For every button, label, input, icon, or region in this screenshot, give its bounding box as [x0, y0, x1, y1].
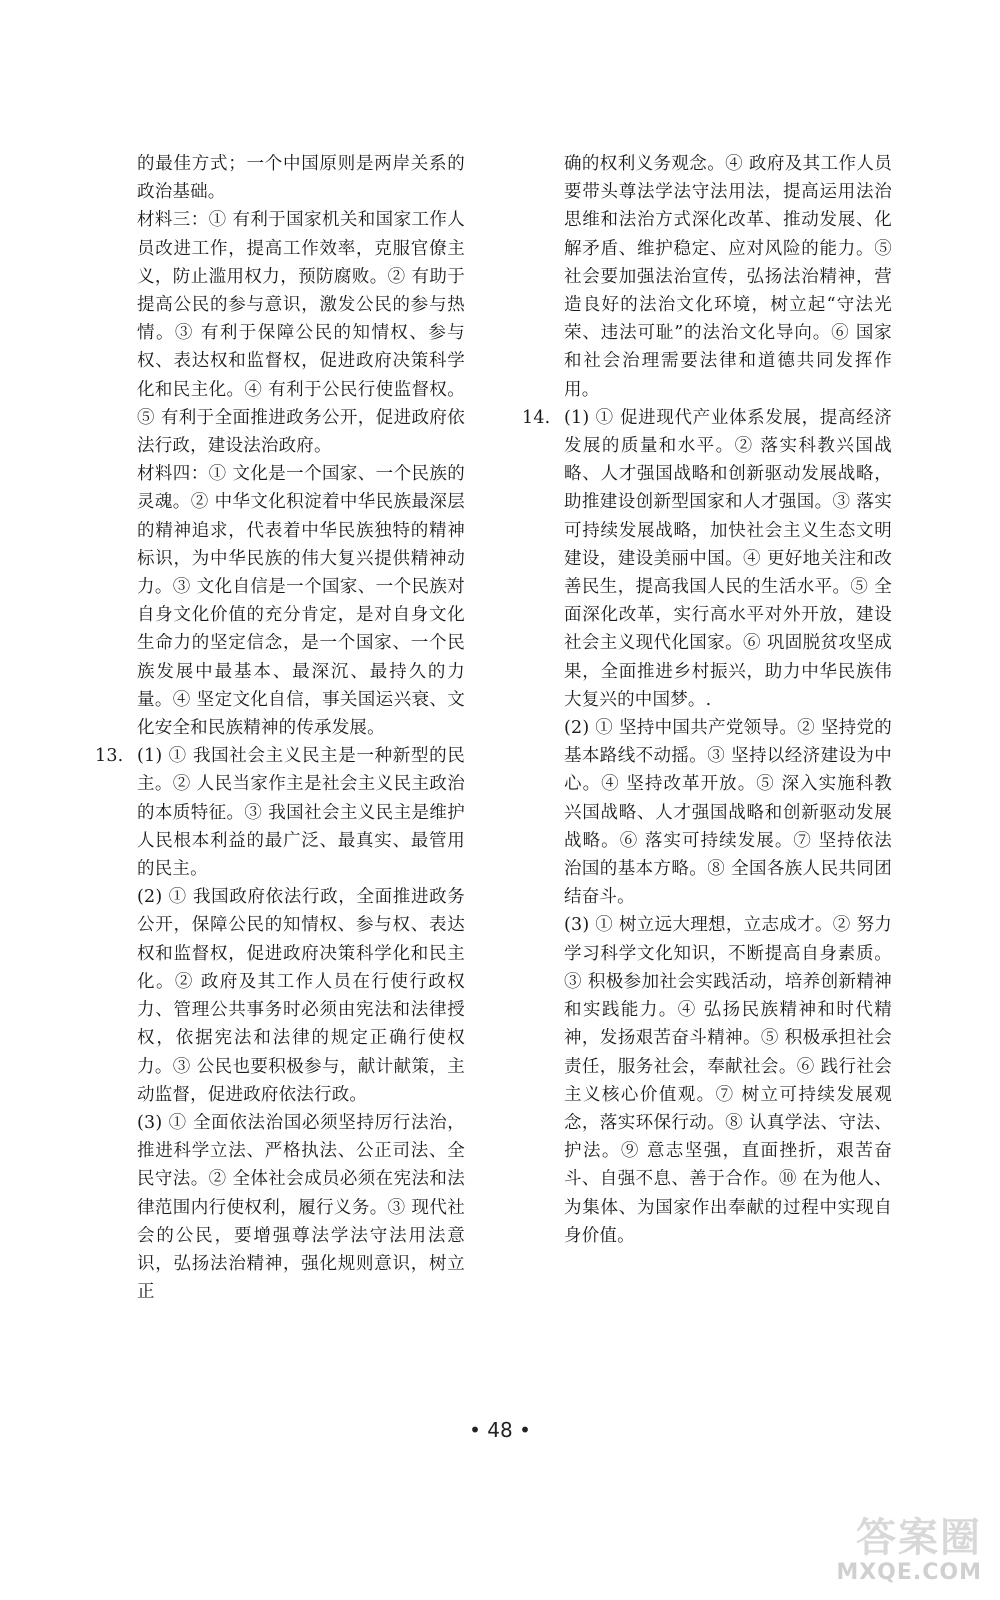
watermark: [822, 1506, 982, 1592]
question-14-part-2: [564, 714, 892, 911]
paragraph-text: (2) ① 坚持中国共产党领导。② 坚持党的基本路线不动摇。③ 坚持以经济建设为中心。④ 坚持改革开放。⑤ 深入实施科教兴国战略、人才强国战略和创新驱动发展战略。⑥ 落实可持续发展。⑦ 坚持依法治国的基本方略。⑧ 全国各族人民共同团结奋斗。: [564, 718, 892, 908]
paragraph-text: (1) ① 我国社会主义民主是一种新型的民主。② 人民当家作主是社会主义民主政治的本质特征。③ 我国社会主义民主是维护人民根本利益的最广泛、最真实、最管用的民主。: [137, 746, 465, 880]
paragraph-material-4: [137, 460, 465, 742]
paragraph-continuation: [137, 150, 465, 206]
question-13-part-1: [95, 742, 465, 883]
question-13-part-3: [137, 1109, 465, 1306]
question-number: 13.: [95, 746, 124, 767]
left-column: [95, 150, 465, 1306]
paragraph-text: (3) ① 树立远大理想，立志成才。② 努力学习科学文化知识，不断提高自身素质。③ 积极参加社会实践活动，培养创新精神和实践能力。④ 弘扬民族精神和时代精神，发扬艰苦奋斗精神。⑤ 积极承担社会责任，服务社会，奉献社会。⑥ 践行社会主义核心价值观。⑦ 树立可持续发展观念，落实环保行动。⑧ 认真学法、守法、护法。⑨ 意志坚强，直面挫折，艰苦奋斗、自强不息、善于合作。⑩ 在为他人、为集体、为国家作出奉献的过程中实现自身价值。: [564, 915, 892, 1246]
paragraph-text: 材料三：① 有利于国家机关和国家工作人员改进工作，提高工作效率，克服官僚主义，防止滥用权力，预防腐败。② 有助于提高公民的参与意识，激发公民的参与热情。③ 有利于保障公民的知情权、参与权、表达权和监督权，促进政府决策科学化和民主化。④ 有利于公民行使监督权。⑤ 有利于全面推进政务公开，促进政府依法行政，建设法治政府。: [137, 210, 465, 457]
page-number: • 48 •: [469, 1418, 531, 1442]
question-14-part-1: [522, 404, 892, 714]
paragraph-text: 确的权利义务观念。④ 政府及其工作人员要带头尊法学法守法用法，提高运用法治思维和法治方式深化改革、推动发展、化解矛盾、维护稳定、应对风险的能力。⑤ 社会要加强法治宣传，弘扬法治精神，营造良好的法治文化环境，树立起“守法光荣、违法可耻”的法治文化导向。⑥ 国家和社会治理需要法律和道德共同发挥作用。: [564, 154, 892, 400]
right-column: [522, 150, 892, 1250]
question-13-part-2: [137, 883, 465, 1109]
paragraph-text: (3) ① 全面依法治国必须坚持厉行法治，推进科学立法、严格执法、公正司法、全民守法。② 全体社会成员必须在宪法和法律范围内行使权利，履行义务。③ 现代社会的公民，要增强尊法学法守法用法意识，弘扬法治精神，强化规则意识，树立正: [137, 1112, 465, 1303]
paragraph-text: (2) ① 我国政府依法行政，全面推进政务公开，保障公民的知情权、参与权、表达权和监督权，促进政府决策科学化和民主化。② 政府及其工作人员在行使行政权力、管理公共事务时必须由宪法和法律授权，依据宪法和法律的规定正确行使权力。③ 公民也要积极参与，献计献策，主动监督，促进政府依法行政。: [137, 887, 465, 1105]
paragraph-material-3: [137, 206, 465, 460]
paragraph-text: (1) ① 促进现代产业体系发展，提高经济发展的质量和水平。② 落实科教兴国战略、人才强国战略和创新驱动发展战略，助推建设创新型国家和人才强国。③ 落实可持续发展战略，加快社会主义生态文明建设，建设美丽中国。④ 更好地关注和改善民生，提高我国人民的生活水平。⑤ 全面深化改革，实行高水平对外开放，建设社会主义现代化国家。⑥ 巩固脱贫攻坚成果，全面推进乡村振兴，助力中华民族伟大复兴的中国梦。.: [564, 407, 892, 710]
watermark-url: MXQE.COM: [836, 1560, 982, 1585]
paragraph-text: 材料四：① 文化是一个国家、一个民族的灵魂。② 中华文化积淀着中华民族最深层的精神追求，代表着中华民族独特的精神标识，为中华民族的伟大复兴提供精神动力。③ 文化自信是一个国家、一个民族对自身文化价值的充分肯定，是对自身文化生命力的坚定信念，是一个国家、一个民族发展中最基本、最深沉、最持久的力量。④ 坚定文化自信，事关国运兴衰、文化安全和民族精神的传承发展。: [137, 464, 465, 739]
question-14-part-3: [564, 911, 892, 1249]
paragraph-text: 的最佳方式；一个中国原则是两岸关系的政治基础。: [137, 154, 465, 203]
question-13-part-3-continued: [564, 150, 892, 404]
watermark-logo: 答案圈: [856, 1515, 982, 1561]
question-number: 14.: [522, 407, 551, 428]
